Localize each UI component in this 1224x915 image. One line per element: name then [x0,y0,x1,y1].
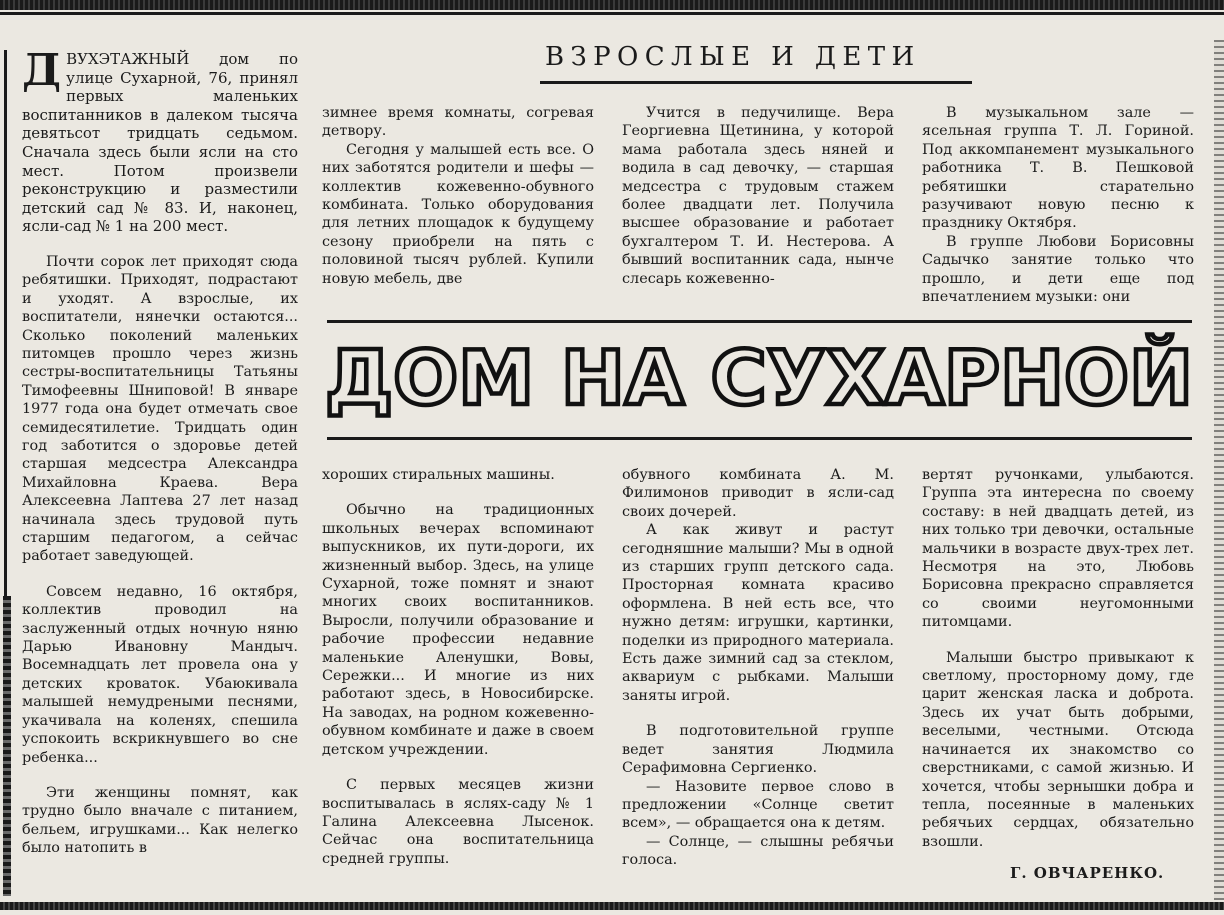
article-title-text: ДОМ НА СУХАРНОЙ [325,334,1193,422]
paragraph: вертят ручонками, улыбаются. Группа эта интересна по своему составу: в ней двадцать детей, из них только три девочки, остальные мальчики в возрасте двух-трех лет. Несмотря на это, Любовь Борисовна прекрасно справляется со своими неугомонными питомцами. [922,467,1194,631]
title-top-rule [327,320,1192,323]
column-3-bottom [622,466,894,870]
paragraph: Почти сорок лет приходят сюда ребятишки. Приходят, подрастают и уходят. А взрослые, их воспитатели, нянечки остаются... Сколько поколений маленьких питомцев прошло через жизнь сестры-воспитательницы Татьяны Тимофеевны Шниповой! В январе 1977 года она будет отмечать свое семидесятилетие. Тридцать один год заботится о здоровье детей старшая медсестра Александра Михайловна Краева. Вера Алексеевна Лаптева 27 лет назад начинала здесь трудовой путь старшим педагогом, а сейчас работает заведующей. [22,253,298,565]
paragraph: Эти женщины помнят, как трудно было вначале с питанием, бельем, игрушками... Как нелегко было натопить в [22,784,298,857]
left-margin-bar [4,50,7,598]
paragraph: Совсем недавно, 16 октября, коллектив проводил на заслуженный отдых ночную няню Дарью Ивановну Мандыч. Восемнадцать лет провела она у детских кроваток. Убаюкивала малышей немудреными песнями, укачивала на коленях, спешила успокоить вскрикнувшего во сне ребенка... [22,583,298,766]
heading-underline [540,81,972,84]
author-signature: Г. ОВЧАРЕНКО. [1010,864,1165,882]
paragraph: А как живут и растут сегодняшние малыши? Мы в одной из старших групп детского сада. Просторная комната красиво оформлена. В ней есть все, что нужно детям: игрушки, картинки, поделки из природного материала. Есть даже зимний сад за стеклом, аквариум с рыбками. Малыши заняты игрой. [622,522,894,704]
paragraph: Обычно на традиционных школьных вечерах вспоминают выпускников, их пути-дороги, их жизненный выбор. Здесь, на улице Сухарной, тоже помнят и знают многих своих воспитанников. Выросли, получили образование и рабочие профессии недавние маленькие Аленушки, Вовы, Сережки... И многие из них работают здесь, в Новосибирске. На заводах, на родном кожевенно-обувном комбинате и даже в своем детском учреждении. [322,502,594,758]
paragraph: — Назовите первое слово в предложении «Солнце светит всем», — обращается она к детям. [622,778,894,832]
paragraph: обувного комбината А. М. Филимонов приводит в ясли-сад своих дочерей. [622,467,894,520]
column-4-top [922,104,1194,306]
column-4-bottom [922,466,1194,851]
lead-text: ВУХЭТАЖНЫЙ дом по улице Сухарной, 76, принял первых маленьких воспитанников в далеком тысяча девятьсот тридцать седьмом. Сначала здесь были ясли на сто мест. Потом произвели реконструкцию и разместили детский сад № 83. И, наконец, ясли-сад № 1 на 200 мест. [22,50,298,236]
top-rule-thin [0,12,1224,15]
paragraph: — Солнце, — слышны ребячьи голоса. [622,833,894,869]
column-2-top [322,104,594,288]
paragraph: С первых месяцев жизни воспитывалась в яслях-саду № 1 Галина Алексеевна Лысенок. Сейчас она воспитательница средней группы. [322,777,594,867]
paragraph: Сегодня у малышей есть все. О них заботятся родители и шефы — коллектив кожевенно-обувного комбината. Только оборудования для летних площадок к будущему сезону приобрели на пять с половиной тысяч рублей. Купили новую мебель, две [322,141,594,287]
lead-paragraph [22,45,298,236]
right-edge-shadow [1214,40,1224,900]
title-bottom-rule [327,437,1192,440]
left-margin-bar-lower [3,596,11,896]
paragraph: В подготовительной группе ведет занятия Людмила Серафимовна Сергиенко. [622,723,894,777]
section-heading: ВЗРОСЛЫЕ И ДЕТИ [545,42,921,72]
paragraph: Учится в педучилище. Вера Георгиевна Щетинина, у которой мама работала здесь няней и водила в сад девочку, — старшая медсестра с трудовым стажем более двадцати лет. Получила высшее образование и работает бухгалтером Т. И. Нестерова. А бывший воспитанник сада, нынче слесарь кожевенно- [622,105,894,287]
article-title [322,328,1197,424]
paragraph: В группе Любови Борисовны Садычко занятие только что прошло, и дети еще под впечатлением музыки: они [922,233,1194,306]
top-rule-thick [0,0,1224,10]
drop-cap: Д [22,45,62,96]
column-1 [22,45,298,858]
paragraph: В музыкальном зале — ясельная группа Т. Л. Гориной. Под аккомпанемент музыкального работника Т. В. Пешковой ребятишки старательно разучивают новую песню к празднику Октября. [922,105,1194,232]
column-2-bottom [322,466,594,868]
bottom-rule [0,902,1224,910]
column-3-top [622,104,894,288]
paragraph: Малыши быстро привыкают к светлому, просторному дому, где царит женская ласка и доброта. Здесь их учат быть добрыми, веселыми, честными. Отсюда начинается их знакомство со сверстниками, с самой жизнью. И хочется, чтобы зернышки добра и тепла, посеянные в маленьких ребячьих сердцах, обязательно взошли. [922,649,1194,850]
paragraph: зимнее время комнаты, согревая детвору. [322,105,594,140]
paragraph: хороших стиральных машины. [322,467,555,483]
